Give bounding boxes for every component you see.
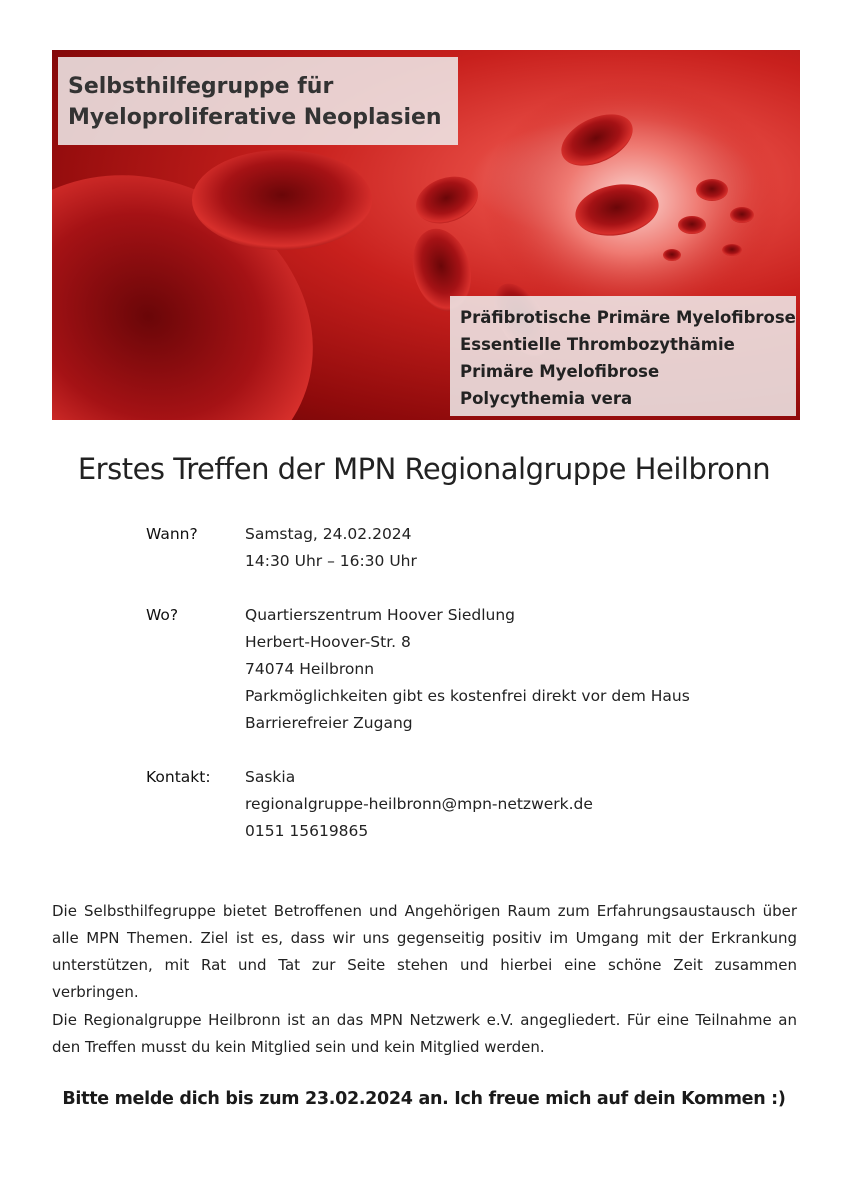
contact-name: Saskia	[245, 768, 296, 786]
when-date: Samstag, 24.02.2024	[245, 525, 412, 543]
when-values	[245, 521, 417, 575]
contact-phone[interactable]: 0151 15619865	[245, 822, 369, 840]
banner-title-line-1: Selbsthilfegruppe für	[68, 74, 334, 99]
banner-type-4: Polycythemia vera	[460, 389, 633, 408]
contact-label: Kontakt:	[146, 768, 211, 786]
banner-title-box	[58, 57, 458, 145]
contact-values	[245, 764, 593, 845]
banner-types-box	[450, 296, 796, 416]
where-parking: Parkmöglichkeiten gibt es kostenfrei direkt vor dem Haus	[245, 687, 690, 705]
when-label: Wann?	[146, 525, 198, 543]
where-venue: Quartierszentrum Hoover Siedlung	[245, 606, 516, 624]
banner-type-3: Primäre Myelofibrose	[460, 362, 660, 381]
when-time: 14:30 Uhr – 16:30 Uhr	[245, 552, 417, 570]
where-city: 74074 Heilbronn	[245, 660, 375, 678]
contact-email[interactable]: regionalgruppe-heilbronn@mpn-netzwerk.de	[245, 795, 593, 813]
where-label: Wo?	[146, 606, 179, 624]
banner-type-1: Präfibrotische Primäre Myelofibrose	[460, 308, 796, 327]
description-paragraph: Die Selbsthilfegruppe bietet Betroffenen und Angehörigen Raum zum Erfahrungsaustausch über alle MPN Themen. Ziel ist es, dass wir uns gegenseitig positiv im Umgang mit der Erkrankung unterstützen, mit Rat und Tat zur Seite stehen und hierbei eine schöne Zeit zusammen verbringen.	[52, 902, 797, 1001]
header-banner	[52, 50, 800, 420]
where-accessibility: Barrierefreier Zugang	[245, 714, 413, 732]
call-to-action: Bitte melde dich bis zum 23.02.2024 an. Ich freue mich auf dein Kommen :)	[62, 1089, 786, 1109]
page-title: Erstes Treffen der MPN Regionalgruppe Heilbronn	[77, 452, 771, 486]
where-street: Herbert-Hoover-Str. 8	[245, 633, 411, 651]
where-values	[245, 602, 690, 737]
affiliation-paragraph: Die Regionalgruppe Heilbronn ist an das MPN Netzwerk e.V. angegliedert. Für eine Teilnahme an den Treffen musst du kein Mitglied sein und kein Mitglied werden.	[52, 1011, 797, 1056]
banner-title-line-2: Myeloproliferative Neoplasien	[68, 105, 442, 130]
banner-type-2: Essentielle Thrombozythämie	[460, 335, 735, 354]
